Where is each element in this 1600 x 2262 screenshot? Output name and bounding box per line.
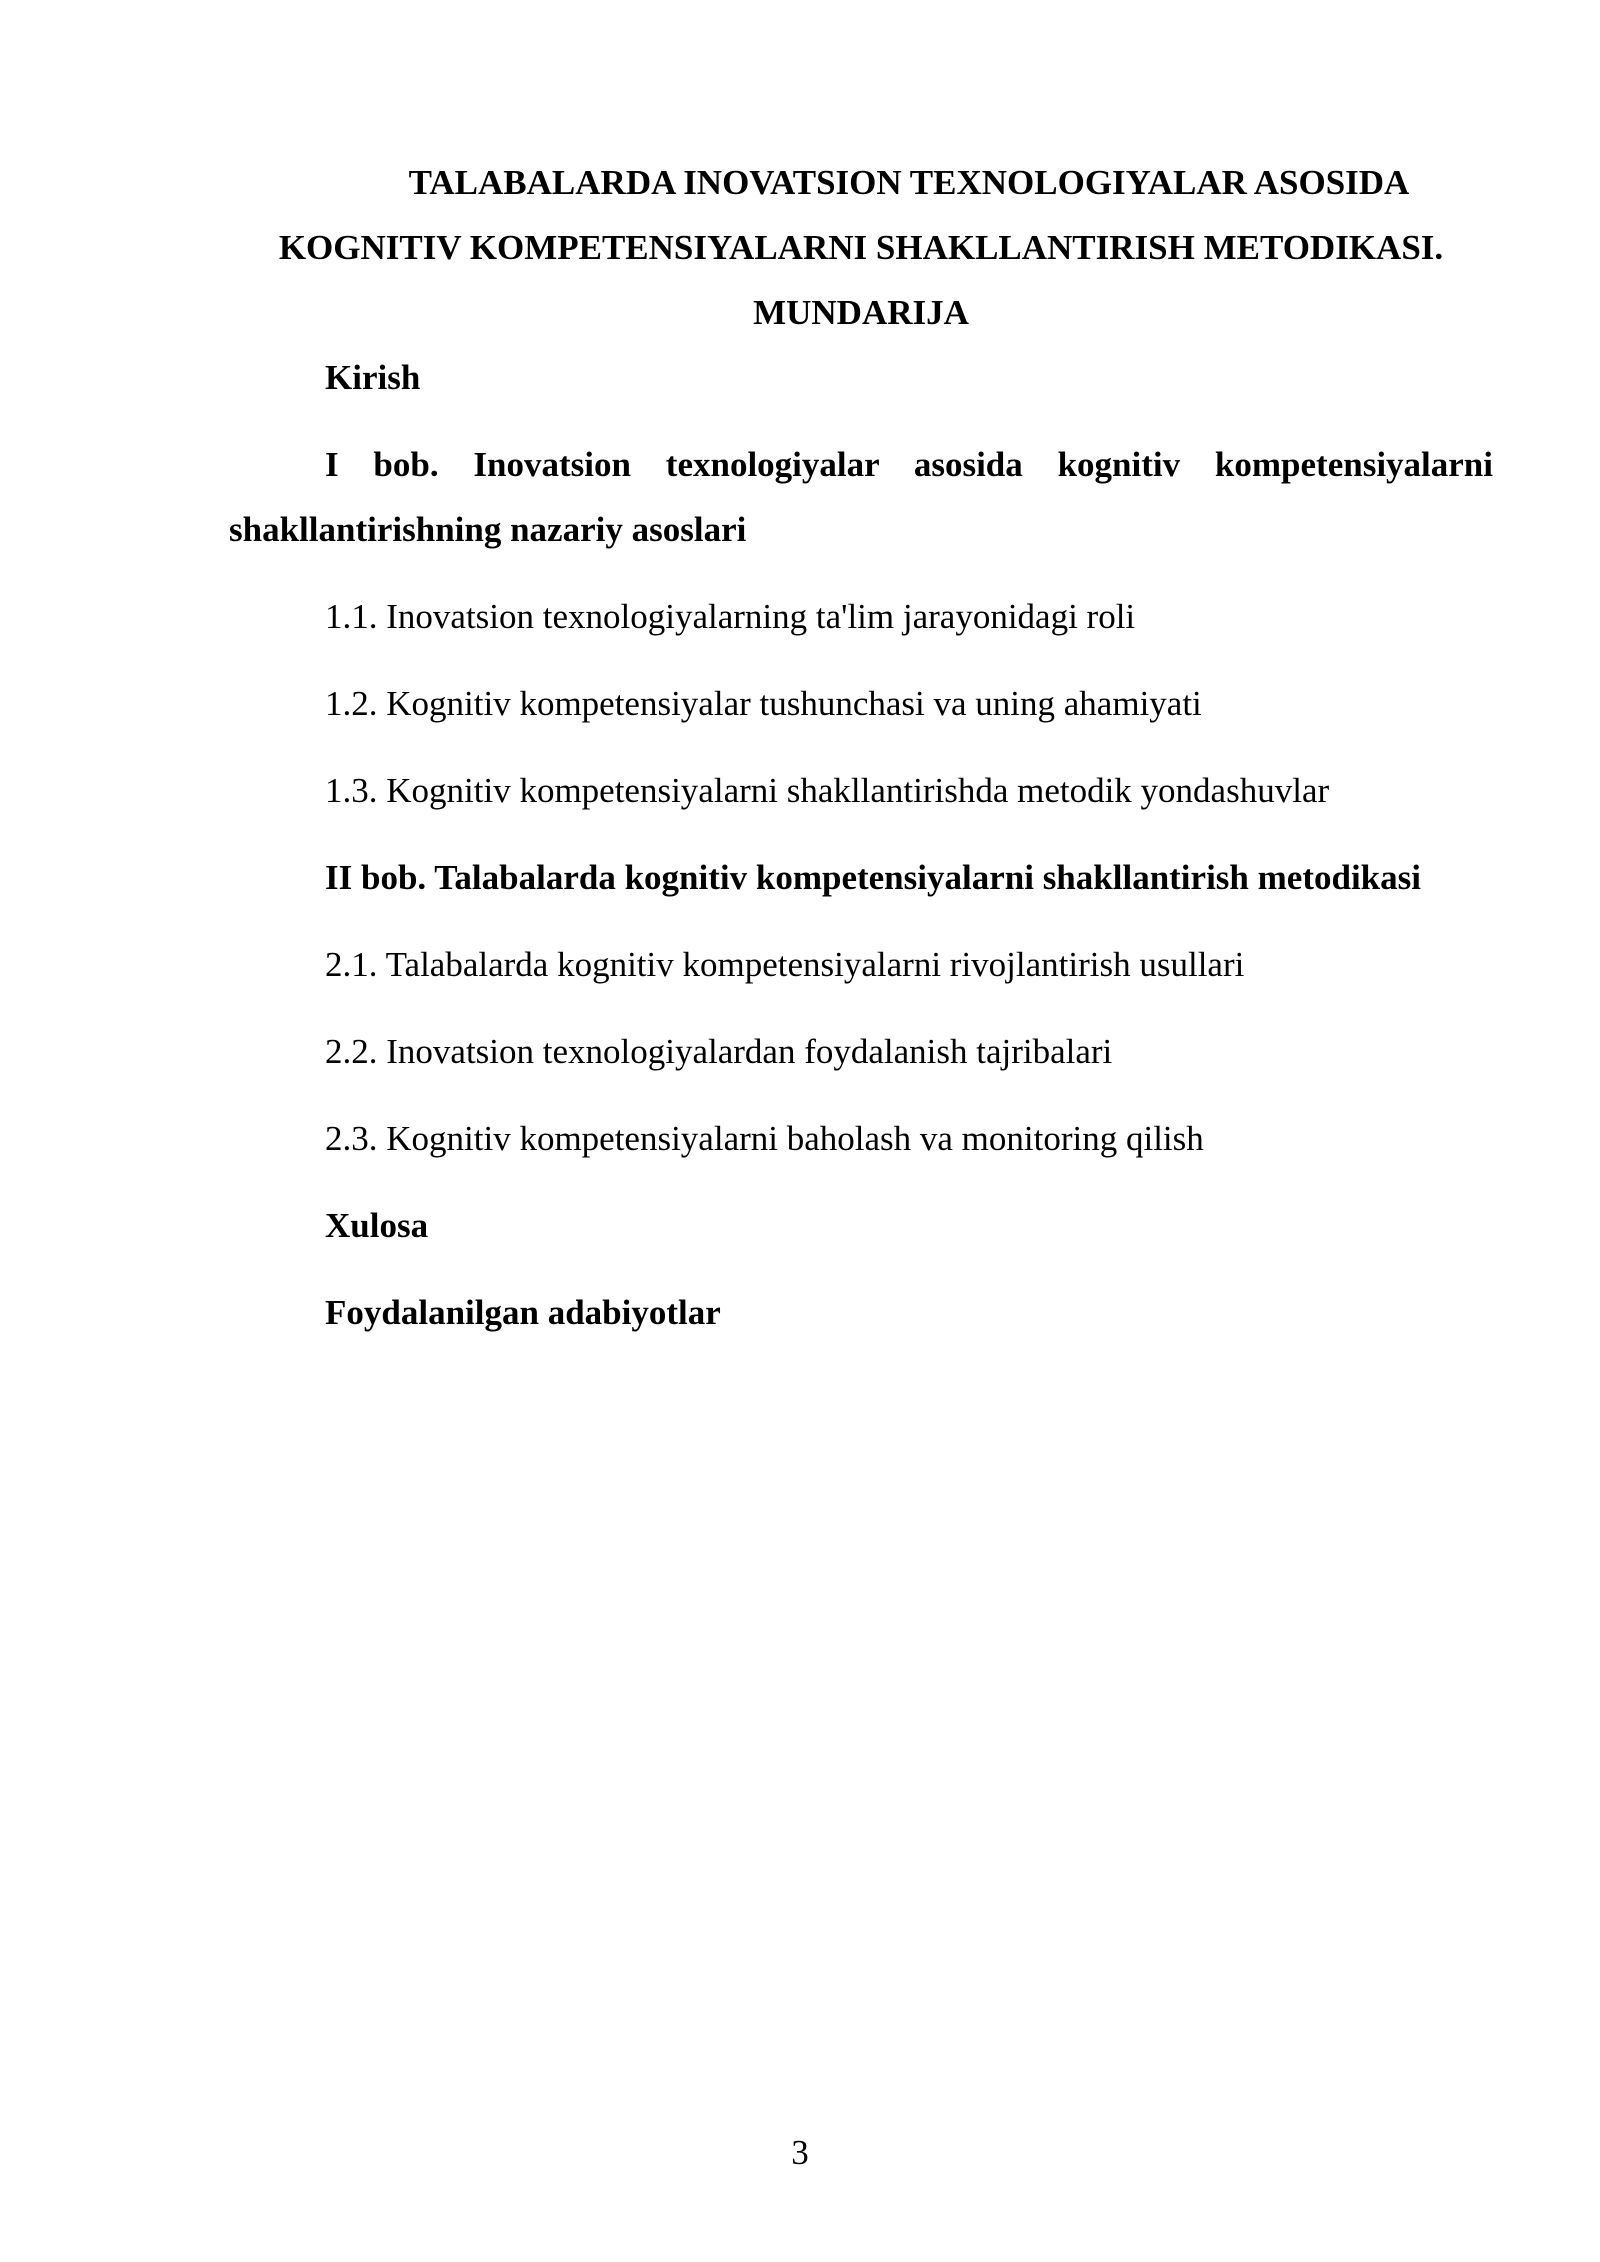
toc-conclusion: Xulosa (325, 1206, 429, 1245)
toc-item-1-1: 1.1. Inovatsion texnologiyalarning ta'lim jarayonidagi roli (325, 597, 1136, 636)
toc-chapter-2: II bob. Talabalarda kognitiv kompetensiyalarni shakllantirish metodikasi (325, 858, 1421, 897)
contents-heading: MUNDARIJA (753, 293, 969, 332)
toc-item-1-3: 1.3. Kognitiv kompetensiyalarni shakllantirishda metodik yondashuvlar (325, 771, 1330, 810)
toc-chapter-1: I bob. Inovatsion texnologiyalar asosida kognitiv kompetensiyalarni shakllantirishning nazariy asoslari (229, 445, 1493, 549)
page-number: 3 (791, 2133, 809, 2172)
toc-intro: Kirish (325, 358, 421, 397)
toc-item-2-2: 2.2. Inovatsion texnologiyalardan foydalanish tajribalari (325, 1032, 1113, 1071)
page-content (229, 150, 1493, 1345)
toc-item-2-3: 2.3. Kognitiv kompetensiyalarni baholash va monitoring qilish (325, 1119, 1204, 1158)
document-title-line-1: TALABALARDA INOVATSION TEXNOLOGIYALAR ASOSIDA (408, 163, 1410, 202)
toc-references: Foydalanilgan adabiyotlar (325, 1293, 721, 1332)
toc-item-1-2: 1.2. Kognitiv kompetensiyalar tushunchasi va uning ahamiyati (325, 684, 1202, 723)
toc-item-2-1: 2.1. Talabalarda kognitiv kompetensiyalarni rivojlantirish usullari (325, 945, 1245, 984)
document-title-line-2: KOGNITIV KOMPETENSIYALARNI SHAKLLANTIRISH METODIKASI. (278, 228, 1444, 267)
